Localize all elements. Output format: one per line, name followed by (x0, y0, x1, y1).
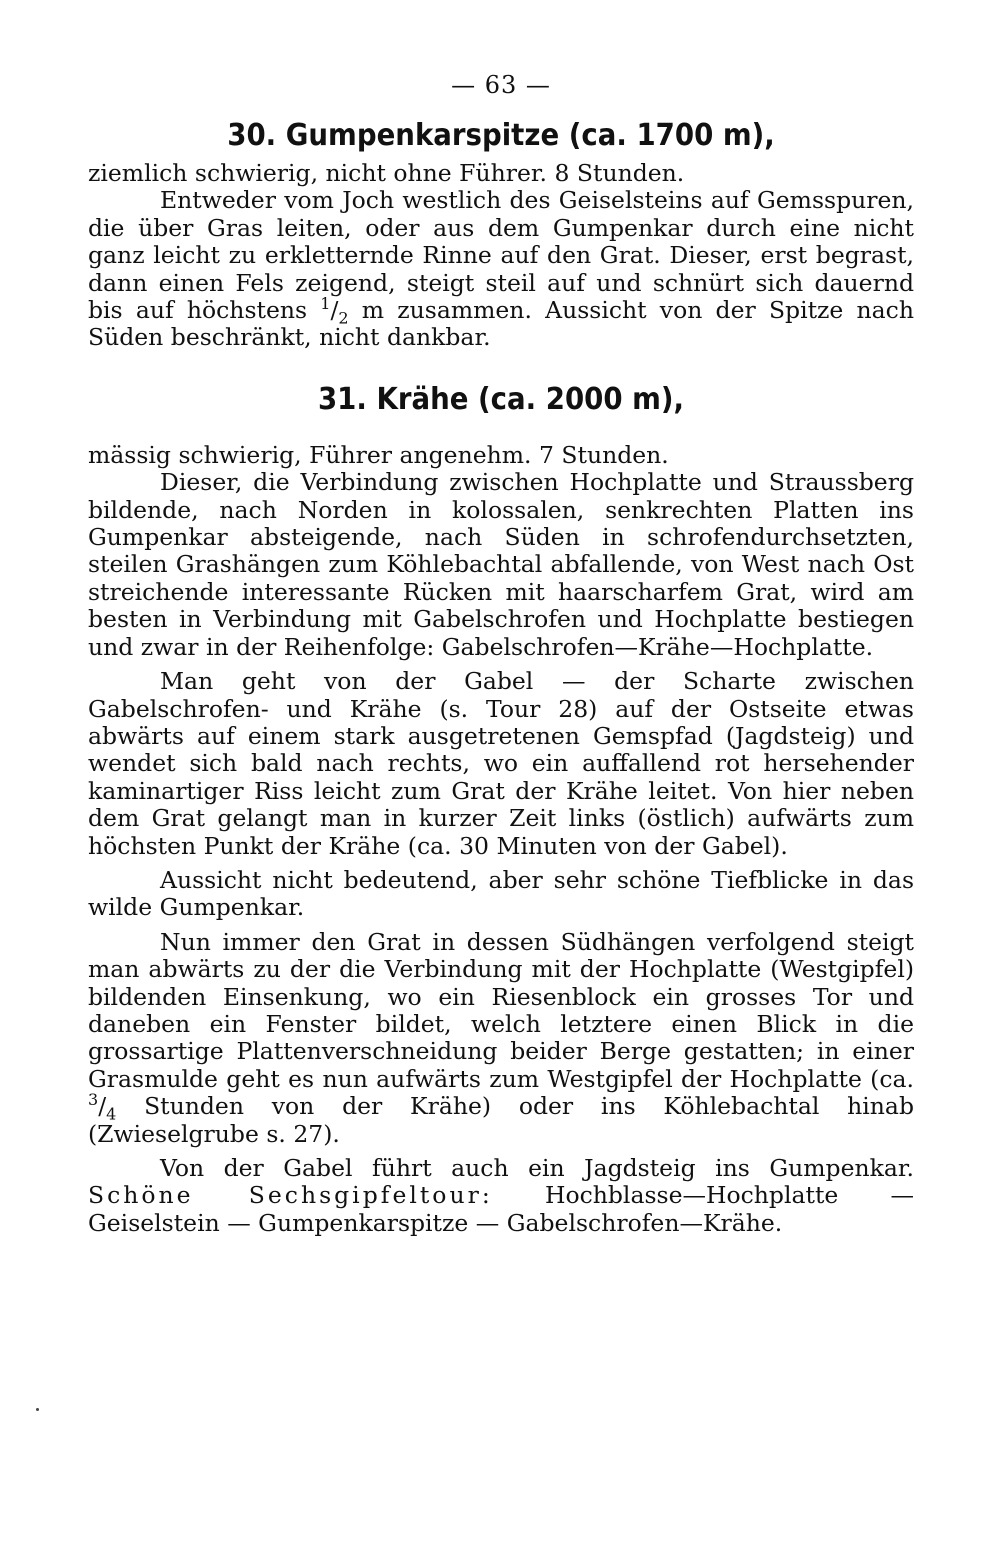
page-number: — 63 — (451, 71, 551, 99)
section-title-kraehe: 31. Krähe (ca. 2000 m), (317, 381, 685, 417)
fraction-numerator: 1 (320, 294, 331, 314)
paragraph-ascent-kraehe: Man geht von der Gabel — der Scharte zwischen Gabelschrofen- und Krähe (s. Tour 28) auf der Ostseite etwas abwärts auf einem stark ausgetretenen Gemspfad (Jagdsteig) und wendet sich bald nach rechts, wo ein auffallend rot hersehender kaminartiger Riss leicht zum Grat der Krähe leitet. Von hier neben dem Grat gelangt man in kurzer Zeit links (östlich) aufwärts zum höchsten Punkt der Krähe (ca. 30 Minuten von der Gabel). (88, 667, 914, 860)
paragraph-difficulty-gumpenkarspitze: ziemlich schwierig, nicht ohne Führer. 8 Stunden. (88, 159, 685, 187)
paragraph-description-kraehe: Dieser, die Verbindung zwischen Hochplatte und Straussberg bildende, nach Norden in kolossalen, senkrechten Platten ins Gumpenkar absteigende, nach Süden in schrofendurchsetzten, steilen Grashängen zum Köhlebachtal abfallende, von West nach Ost streichende interessante Rücken mit haarscharfem Grat, wird am besten in Verbindung mit Gabelschrofen und Hochplatte bestiegen und zwar in der Reihenfolge: Gabelschrofen—Krähe—Hochplatte. (88, 468, 914, 661)
fraction-denominator-2: 4 (106, 1104, 117, 1124)
fraction-numerator-2: 3 (88, 1090, 99, 1110)
tour-text-part-1: Von der Gabel führt auch ein Jagdsteig ins Gumpenkar. (160, 1154, 914, 1182)
paragraph-view-kraehe: Aussicht nicht bedeutend, aber sehr schöne Tiefblicke in das wilde Gumpenkar. (88, 865, 914, 922)
descent-text-part-1: Nun immer den Grat in dessen Südhängen verfolgend steigt man abwärts zu der die Verbindung mit der Hochplatte (Westgipfel) bildenden Einsenkung, wo ein Riesenblock ein grosses Tor und daneben ein Fenster bildet, welch letztere einen Blick in die grossartige Plattenverschneidung beider Berge gestatten; in einer Grasmulde geht es nun aufwärts zum Westgipfel der Hochplatte (ca. (88, 927, 914, 1093)
margin-speck (36, 1408, 39, 1411)
tour-text-part-2: Hochblasse—Hochplatte — Geiselstein — Gumpenkarspitze — Gabelschrofen—Krähe. (88, 1181, 914, 1237)
book-page (88, 70, 914, 1237)
paragraph-tour-kraehe (88, 1155, 914, 1237)
section-title-gumpenkarspitze: 30. Gumpenkarspitze (ca. 1700 m), (227, 118, 775, 153)
route-text-part-1: Entweder vom Joch westlich des Geiselsteins auf Gemsspuren, die über Gras leiten, oder aus dem Gumpenkar durch eine nicht ganz leicht zu erkletternde Rinne auf den Grat. Dieser, erst begrast, dann einen Fels zeigend, steigt steil auf und schnürt sich dauernd bis auf höchstens (88, 186, 914, 325)
paragraph-difficulty-kraehe: mässig schwierig, Führer angenehm. 7 Stunden. (88, 440, 669, 469)
fraction-denominator: 2 (338, 308, 349, 328)
route-text-part-2: m zusammen. Aussicht von der Spitze nach Süden beschränkt, nicht dankbar. (88, 296, 914, 352)
descent-text-part-2: Stunden von der Krähe) oder ins Köhlebachtal hinab (Zwieselgrube s. 27). (88, 1092, 914, 1148)
paragraph-descent-kraehe: Nun immer den Grat in dessen Südhängen verfolgend steigt man abwärts zu der die Verbindung mit der Hochplatte (Westgipfel) bildenden Einsenkung, wo ein Riesenblock ein grosses Tor und daneben ein Fenster bildet, welch letztere einen Blick in die grossartige Plattenverschneidung beider Berge gestatten; in einer Grasmulde geht es nun aufwärts zum Westgipfel der Hochplatte (ca. $^3/_4$ Stunden von der Krähe) oder ins Köhlebachtal hinab (Zwieselgrube s. 27). (88, 927, 914, 1148)
tour-name-emphasis: Schöne Sechsgipfeltour: (88, 1181, 493, 1210)
paragraph-route-gumpenkarspitze: Entweder vom Joch westlich des Geiselsteins auf Gemsspuren, die über Gras leiten, oder aus dem Gumpenkar durch eine nicht ganz leicht zu erkletternde Rinne auf den Grat. Dieser, erst begrast, dann einen Fels zeigend, steigt steil auf und schnürt sich dauernd bis auf höchstens $^1/_2$ m zusammen. Aussicht von der Spitze nach Süden beschränkt, nicht dankbar. (88, 186, 914, 352)
